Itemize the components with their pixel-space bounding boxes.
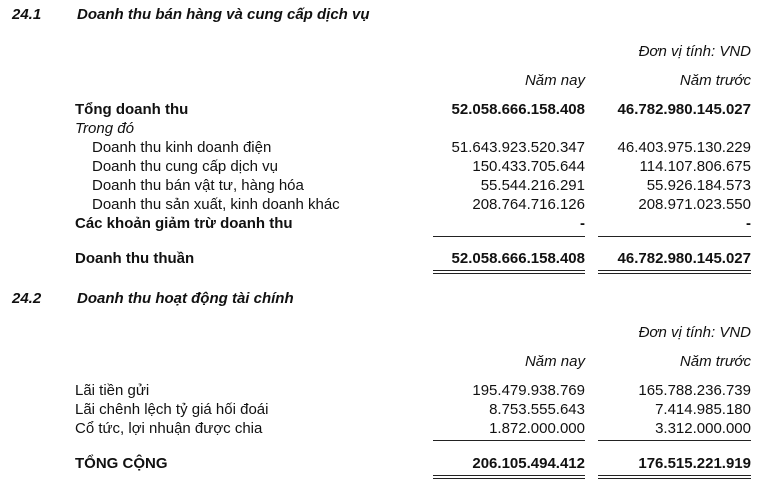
value-current: 208.764.716.126 (472, 196, 585, 213)
table-row-net-revenue (0, 250, 775, 270)
table-row-of-which (0, 120, 775, 140)
section-name: Doanh thu hoạt động tài chính (77, 290, 294, 307)
row-label: Doanh thu bán vật tư, hàng hóa (92, 177, 304, 194)
row-label: TỔNG CỘNG (75, 455, 168, 472)
table-row-deductions (0, 215, 775, 235)
value-prior: 114.107.806.675 (639, 158, 751, 175)
unit-label: Đơn vị tính: VND (638, 324, 751, 341)
table-row (0, 420, 775, 440)
value-prior: 55.926.184.573 (646, 177, 751, 194)
column-header-current: Năm nay (524, 72, 585, 89)
row-label: Doanh thu cung cấp dịch vụ (92, 158, 278, 175)
table-row (0, 177, 775, 197)
value-current: 206.105.494.412 (472, 455, 585, 472)
section-name: Doanh thu bán hàng và cung cấp dịch vụ (77, 6, 370, 23)
row-label: Doanh thu kinh doanh điện (92, 139, 272, 156)
row-label: Các khoản giảm trừ doanh thu (75, 215, 293, 232)
value-prior: 176.515.221.919 (638, 455, 751, 472)
unit-label: Đơn vị tính: VND (638, 43, 751, 60)
rule-line (598, 440, 751, 441)
column-header-current: Năm nay (524, 353, 585, 370)
value-current: 8.753.555.643 (489, 401, 585, 418)
section-title-24-2 (0, 290, 775, 310)
value-current: 52.058.666.158.408 (451, 250, 585, 267)
value-current: 150.433.705.644 (472, 158, 585, 175)
rule-line (433, 440, 585, 441)
section-number: 24.2 (12, 290, 42, 307)
value-current: 1.872.000.000 (489, 420, 585, 437)
column-header-prior: Năm trước (679, 353, 751, 370)
table-row-total-revenue (0, 101, 775, 121)
section-number: 24.1 (12, 6, 42, 23)
value-current: 52.058.666.158.408 (451, 101, 585, 118)
row-label: Tổng doanh thu (75, 101, 189, 118)
row-label: Lãi tiền gửi (75, 382, 150, 399)
double-rule-line (433, 270, 585, 274)
value-prior: - (746, 215, 751, 232)
table-row (0, 158, 775, 178)
row-label: Trong đó (75, 120, 134, 137)
row-label: Doanh thu sản xuất, kinh doanh khác (92, 196, 340, 213)
table-row (0, 196, 775, 216)
rule-line (433, 236, 585, 237)
row-label: Doanh thu thuần (75, 250, 195, 267)
value-current: 55.544.216.291 (480, 177, 585, 194)
value-prior: 7.414.985.180 (655, 401, 751, 418)
row-label: Cổ tức, lợi nhuận được chia (75, 420, 263, 437)
table-row-grand-total (0, 455, 775, 475)
value-prior: 46.403.975.130.229 (617, 139, 751, 156)
double-rule-line (598, 270, 751, 274)
column-header-prior: Năm trước (679, 72, 751, 89)
value-current: 51.643.923.520.347 (451, 139, 585, 156)
value-current: - (580, 215, 585, 232)
row-label: Lãi chênh lệch tỷ giá hối đoái (75, 401, 269, 418)
table-row (0, 401, 775, 421)
section-title-24-1 (0, 6, 775, 26)
double-rule-line (598, 475, 751, 479)
table-row (0, 139, 775, 159)
value-current: 195.479.938.769 (472, 382, 585, 399)
value-prior: 46.782.980.145.027 (617, 101, 751, 118)
table-row (0, 382, 775, 402)
double-rule-line (433, 475, 585, 479)
value-prior: 208.971.023.550 (638, 196, 751, 213)
rule-line (598, 236, 751, 237)
value-prior: 165.788.236.739 (638, 382, 751, 399)
value-prior: 3.312.000.000 (655, 420, 751, 437)
value-prior: 46.782.980.145.027 (617, 250, 751, 267)
